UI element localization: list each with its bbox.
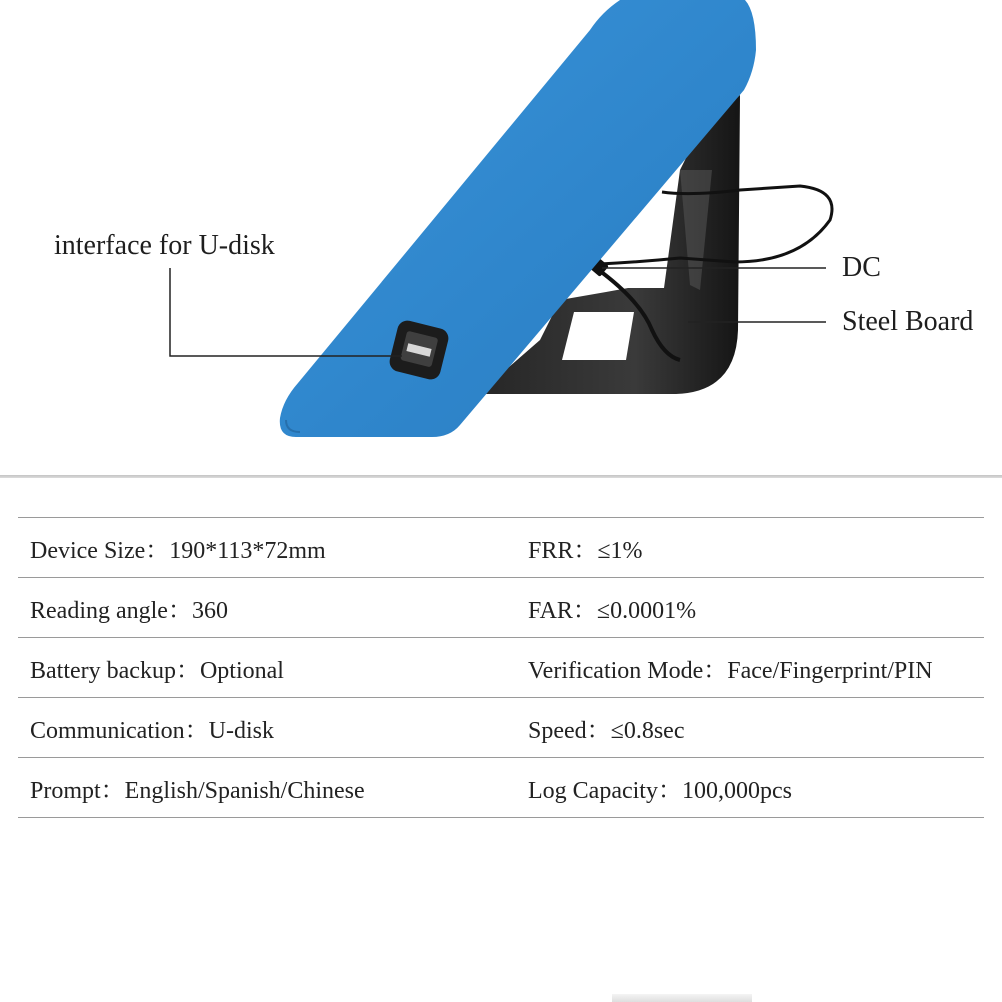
- spec-prompt: Prompt：English/Spanish/Chinese: [30, 778, 365, 804]
- product-figure: [0, 0, 1002, 470]
- spec-reading-angle: Reading angle：360: [30, 598, 228, 624]
- dc-callout-label: DC: [842, 252, 881, 283]
- section-divider: [0, 475, 1002, 478]
- spec-verification-mode: Verification Mode：Face/Fingerprint/PIN: [528, 658, 933, 684]
- bottom-edge-fragment: [612, 994, 752, 1002]
- spec-row: [18, 517, 984, 577]
- spec-row: [18, 637, 984, 697]
- spec-row: [18, 757, 984, 818]
- spec-log-capacity: Log Capacity：100,000pcs: [528, 778, 792, 804]
- spec-speed: Speed：≤0.8sec: [528, 718, 685, 744]
- spec-far: FAR：≤0.0001%: [528, 598, 697, 624]
- spec-battery-backup: Battery backup：Optional: [30, 658, 284, 684]
- steel-board-callout-label: Steel Board: [842, 306, 974, 337]
- spec-communication: Communication：U-disk: [30, 718, 274, 744]
- spec-device-size: Device Size：190*113*72mm: [30, 538, 326, 564]
- spec-row: [18, 577, 984, 637]
- spec-frr: FRR：≤1%: [528, 538, 643, 564]
- spec-table: [18, 517, 984, 818]
- spec-row: [18, 697, 984, 757]
- udisk-callout-label: interface for U-disk: [54, 230, 275, 261]
